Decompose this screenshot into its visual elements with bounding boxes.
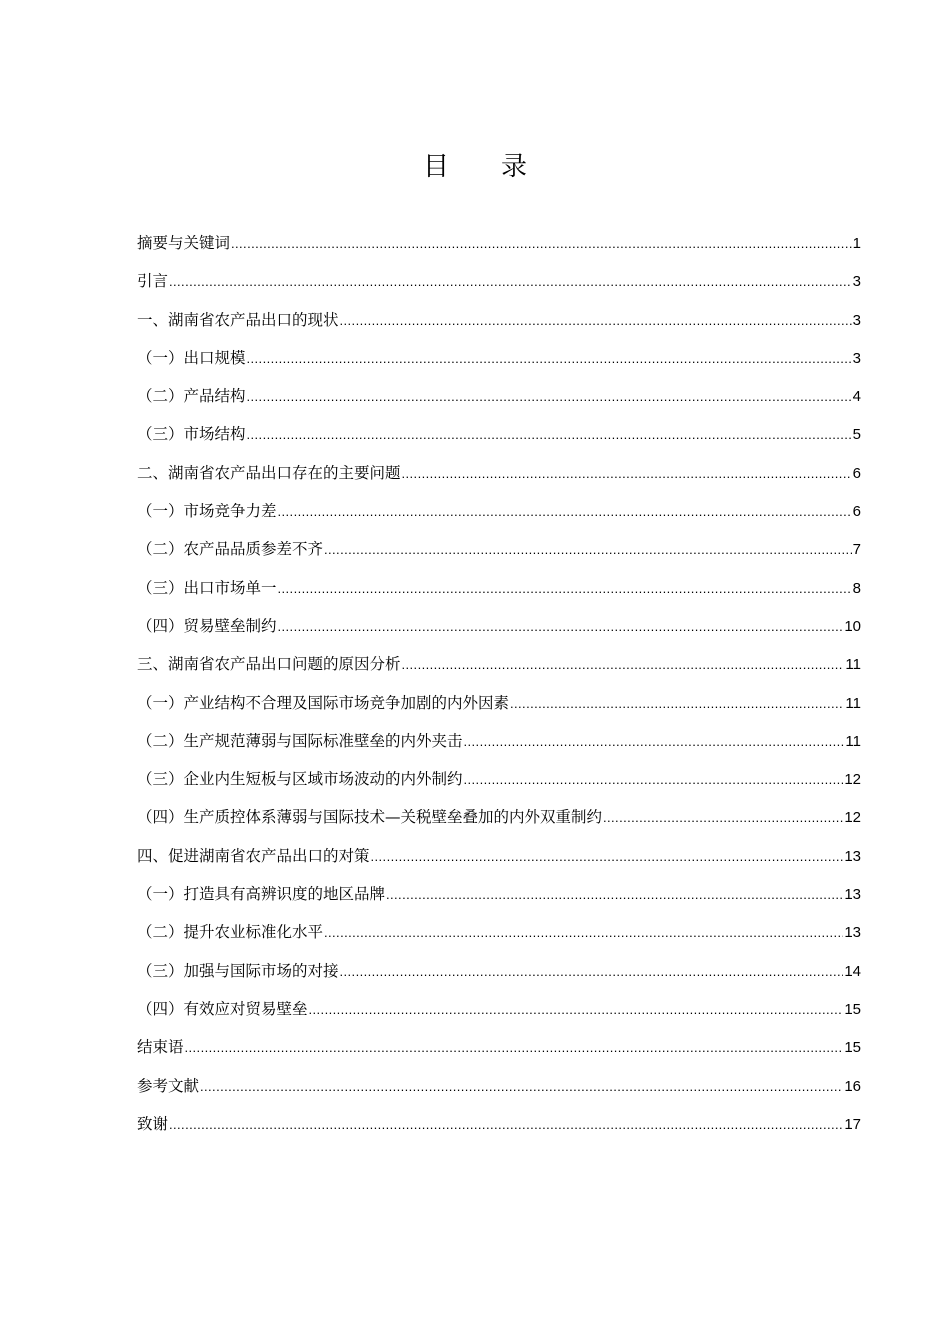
toc-entry-label: 四、促进湖南省农产品出口的对策 <box>137 846 370 865</box>
toc-entry[interactable] <box>137 344 861 382</box>
toc-entry[interactable] <box>137 689 861 727</box>
toc-entry[interactable] <box>137 497 861 535</box>
toc-entry[interactable] <box>137 459 861 497</box>
toc-entry-label: （二）提升农业标准化水平 <box>137 923 324 942</box>
toc-entry[interactable] <box>137 382 861 420</box>
toc-entry-page: 16 <box>844 1077 861 1095</box>
toc-entry-page: 11 <box>845 732 861 750</box>
toc-entry-page: 12 <box>844 771 861 789</box>
toc-entry-page: 6 <box>852 464 861 482</box>
toc-entry-page: 1 <box>852 235 861 252</box>
toc-entry[interactable] <box>137 1033 861 1071</box>
toc-entry-label: 引言 <box>137 272 169 291</box>
toc-entry[interactable] <box>137 842 861 880</box>
dot-leader <box>402 460 852 488</box>
toc-list <box>137 229 861 1148</box>
dot-leader <box>169 268 852 296</box>
dot-leader <box>324 536 852 564</box>
dot-leader <box>169 1111 843 1139</box>
toc-entry[interactable] <box>137 535 861 573</box>
toc-title-char-2: 录 <box>501 152 528 182</box>
dot-leader <box>247 383 852 411</box>
toc-entry[interactable] <box>137 803 861 841</box>
toc-entry[interactable] <box>137 765 861 803</box>
toc-entry-label: 三、湖南省农产品出口问题的原因分析 <box>137 655 401 674</box>
toc-entry-label: （三）出口市场单一 <box>137 578 277 597</box>
toc-entry-page: 8 <box>852 579 861 597</box>
toc-entry-label: 二、湖南省农产品出口存在的主要问题 <box>137 463 401 482</box>
toc-entry-label: （一）市场竞争力差 <box>137 502 277 521</box>
toc-entry[interactable] <box>137 229 861 267</box>
toc-entry-label: （一）打造具有高辨识度的地区品牌 <box>137 885 386 904</box>
toc-entry-page: 3 <box>852 311 861 329</box>
dot-leader <box>278 575 852 603</box>
dot-leader <box>386 881 843 909</box>
toc-title-char-1: 目 <box>422 152 449 182</box>
toc-entry[interactable] <box>137 267 861 305</box>
dot-leader <box>324 919 843 947</box>
dot-leader <box>309 996 844 1024</box>
dot-leader <box>371 843 844 871</box>
toc-entry-label: （四）贸易壁垒制约 <box>137 616 277 635</box>
toc-entry-page: 11 <box>845 656 861 674</box>
toc-entry[interactable] <box>137 420 861 458</box>
dot-leader <box>247 421 852 449</box>
toc-entry-page: 15 <box>844 1000 861 1018</box>
toc-entry-page: 17 <box>844 1115 861 1133</box>
toc-entry-page: 4 <box>852 388 861 406</box>
toc-entry-page: 3 <box>852 349 861 367</box>
dot-leader <box>402 651 845 679</box>
toc-entry-label: （一）出口规模 <box>137 348 246 367</box>
toc-entry-page: 13 <box>844 886 861 904</box>
dot-leader <box>603 804 843 832</box>
dot-leader <box>278 498 852 526</box>
toc-entry[interactable] <box>137 880 861 918</box>
toc-entry-page: 5 <box>852 426 861 444</box>
toc-entry-label: （三）市场结构 <box>137 425 246 444</box>
toc-entry-page: 11 <box>845 694 861 712</box>
toc-entry-page: 15 <box>844 1039 861 1057</box>
toc-entry-label: 一、湖南省农产品出口的现状 <box>137 310 339 329</box>
toc-entry-label: 结束语 <box>137 1038 184 1057</box>
toc-entry[interactable] <box>137 1072 861 1110</box>
toc-entry[interactable] <box>137 612 861 650</box>
toc-entry-label: （二）生产规范薄弱与国际标准壁垒的内外夹击 <box>137 731 463 750</box>
toc-entry[interactable] <box>137 918 861 956</box>
dot-leader <box>185 1034 844 1062</box>
dot-leader <box>278 613 844 641</box>
toc-entry-label: 参考文献 <box>137 1076 200 1095</box>
dot-leader <box>464 766 844 794</box>
toc-entry-label: （三）企业内生短板与区域市场波动的内外制约 <box>137 770 463 789</box>
toc-entry-label: 摘要与关键词 <box>137 234 231 252</box>
toc-entry-page: 12 <box>844 809 861 827</box>
toc-entry[interactable] <box>137 995 861 1033</box>
toc-entry-label: （二）产品结构 <box>137 387 246 406</box>
dot-leader <box>231 230 852 258</box>
toc-entry-page: 6 <box>852 503 861 521</box>
dot-leader <box>200 1073 843 1101</box>
dot-leader <box>340 958 844 986</box>
toc-entry-label: （四）有效应对贸易壁垒 <box>137 999 308 1018</box>
dot-leader <box>340 307 852 335</box>
toc-entry-label: （四）生产质控体系薄弱与国际技术—关税壁垒叠加的内外双重制约 <box>137 808 603 827</box>
dot-leader <box>464 728 845 756</box>
toc-entry-page: 13 <box>844 847 861 865</box>
toc-entry[interactable] <box>137 650 861 688</box>
toc-title <box>0 146 950 183</box>
toc-entry-label: （二）农产品品质参差不齐 <box>137 540 324 559</box>
toc-entry-label: （三）加强与国际市场的对接 <box>137 961 339 980</box>
toc-entry-page: 10 <box>844 617 861 635</box>
toc-entry[interactable] <box>137 1110 861 1148</box>
toc-entry-page: 3 <box>852 273 861 291</box>
toc-entry-page: 14 <box>844 962 861 980</box>
toc-entry-page: 7 <box>852 541 861 559</box>
toc-entry[interactable] <box>137 957 861 995</box>
toc-entry-label: 致谢 <box>137 1114 169 1133</box>
toc-entry[interactable] <box>137 306 861 344</box>
toc-entry[interactable] <box>137 574 861 612</box>
toc-entry-label: （一）产业结构不合理及国际市场竞争加剧的内外因素 <box>137 693 510 712</box>
toc-entry[interactable] <box>137 727 861 765</box>
dot-leader <box>247 345 852 373</box>
toc-entry-page: 13 <box>844 924 861 942</box>
dot-leader <box>510 690 844 718</box>
